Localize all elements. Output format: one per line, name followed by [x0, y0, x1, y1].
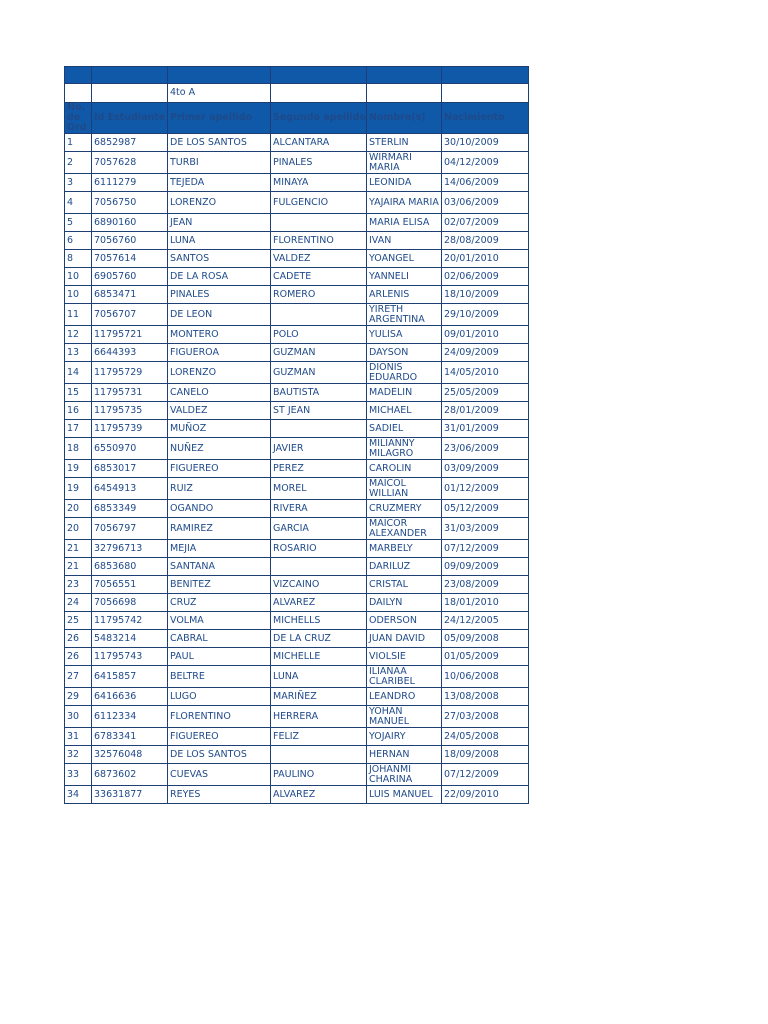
- cell-ord: 1: [65, 134, 92, 152]
- table-row: [65, 576, 529, 594]
- cell-ord: 26: [65, 648, 92, 666]
- cell-birth: 03/06/2009: [442, 192, 529, 214]
- cell-second-surname: VIZCAINO: [271, 576, 367, 594]
- cell-first-surname: FIGUEREO: [168, 460, 271, 478]
- cell-ord: 24: [65, 594, 92, 612]
- cell-first-surname: MUÑOZ: [168, 420, 271, 438]
- cell-second-surname: [271, 304, 367, 326]
- cell-id: 6852987: [92, 134, 168, 152]
- cell-names: LEANDRO: [367, 688, 442, 706]
- cell-second-surname: GUZMAN: [271, 344, 367, 362]
- cell-second-surname: [271, 558, 367, 576]
- cell-id: 6853471: [92, 286, 168, 304]
- cell-ord: 5: [65, 214, 92, 232]
- cell-names: CRISTAL: [367, 576, 442, 594]
- cell-id: 6415857: [92, 666, 168, 688]
- cell-names: MADELIN: [367, 384, 442, 402]
- cell-first-surname: CABRAL: [168, 630, 271, 648]
- cell-ord: 17: [65, 420, 92, 438]
- cell-id: 11795735: [92, 402, 168, 420]
- cell-ord: 31: [65, 728, 92, 746]
- cell-second-surname: RIVERA: [271, 500, 367, 518]
- cell-id: 11795731: [92, 384, 168, 402]
- table-row: [65, 706, 529, 728]
- cell-names: SADIEL: [367, 420, 442, 438]
- cell-id: 6853680: [92, 558, 168, 576]
- cell-names: LEONIDA: [367, 174, 442, 192]
- table-row: [65, 420, 529, 438]
- cell-id: 6783341: [92, 728, 168, 746]
- cell-id: 7056707: [92, 304, 168, 326]
- cell-birth: 24/05/2008: [442, 728, 529, 746]
- table-row: [65, 286, 529, 304]
- table-row: [65, 344, 529, 362]
- cell-second-surname: ALCANTARA: [271, 134, 367, 152]
- cell-id: 6111279: [92, 174, 168, 192]
- cell-first-surname: LUNA: [168, 232, 271, 250]
- cell-ord: 27: [65, 666, 92, 688]
- cell-first-surname: CANELO: [168, 384, 271, 402]
- cell-ord: 4: [65, 192, 92, 214]
- cell-birth: 10/06/2008: [442, 666, 529, 688]
- cell-id: 7057628: [92, 152, 168, 174]
- cell-first-surname: OGANDO: [168, 500, 271, 518]
- cell-second-surname: ALVAREZ: [271, 786, 367, 804]
- cell-ord: 26: [65, 630, 92, 648]
- cell-names: STERLIN: [367, 134, 442, 152]
- cell-id: 11795743: [92, 648, 168, 666]
- cell-second-surname: [271, 420, 367, 438]
- cell-first-surname: NUÑEZ: [168, 438, 271, 460]
- cell-second-surname: MOREL: [271, 478, 367, 500]
- table-row: [65, 630, 529, 648]
- cell-names: YULISA: [367, 326, 442, 344]
- cell-names: JOHANMI CHARINA: [367, 764, 442, 786]
- cell-names: ILIANAA CLARIBEL: [367, 666, 442, 688]
- cell-names: CRUZMERY: [367, 500, 442, 518]
- cell-birth: 24/12/2005: [442, 612, 529, 630]
- cell-id: 11795721: [92, 326, 168, 344]
- cell-names: MAICOR ALEXANDER: [367, 518, 442, 540]
- cell-id: 7056698: [92, 594, 168, 612]
- cell-birth: 29/10/2009: [442, 304, 529, 326]
- cell-second-surname: MICHELLE: [271, 648, 367, 666]
- cell-id: 6853349: [92, 500, 168, 518]
- cell-names: MICHAEL: [367, 402, 442, 420]
- cell-id: 6890160: [92, 214, 168, 232]
- cell-ord: 11: [65, 304, 92, 326]
- cell-second-surname: ROSARIO: [271, 540, 367, 558]
- cell-birth: 01/12/2009: [442, 478, 529, 500]
- table-row: [65, 728, 529, 746]
- cell-second-surname: MINAYA: [271, 174, 367, 192]
- cell-birth: 30/10/2009: [442, 134, 529, 152]
- cell-ord: 19: [65, 478, 92, 500]
- cell-second-surname: JAVIER: [271, 438, 367, 460]
- cell-first-surname: DE LOS SANTOS: [168, 134, 271, 152]
- cell-birth: 23/08/2009: [442, 576, 529, 594]
- cell-birth: 14/06/2009: [442, 174, 529, 192]
- cell-names: ODERSON: [367, 612, 442, 630]
- table-row: [65, 232, 529, 250]
- cell-id: 7056750: [92, 192, 168, 214]
- cell-birth: 01/05/2009: [442, 648, 529, 666]
- table-row: [65, 438, 529, 460]
- table-row: [65, 362, 529, 384]
- cell-first-surname: BELTRE: [168, 666, 271, 688]
- cell-ord: 20: [65, 500, 92, 518]
- cell-second-surname: ROMERO: [271, 286, 367, 304]
- top-color-bar: [65, 67, 529, 84]
- cell-id: 6550970: [92, 438, 168, 460]
- cell-birth: 14/05/2010: [442, 362, 529, 384]
- cell-ord: 2: [65, 152, 92, 174]
- cell-birth: 31/03/2009: [442, 518, 529, 540]
- table-row: [65, 250, 529, 268]
- cell-first-surname: TEJEDA: [168, 174, 271, 192]
- cell-id: 7056760: [92, 232, 168, 250]
- cell-id: 32576048: [92, 746, 168, 764]
- cell-birth: 13/08/2008: [442, 688, 529, 706]
- cell-second-surname: DE LA CRUZ: [271, 630, 367, 648]
- cell-names: HERNAN: [367, 746, 442, 764]
- cell-ord: 8: [65, 250, 92, 268]
- cell-first-surname: MEJIA: [168, 540, 271, 558]
- cell-ord: 14: [65, 362, 92, 384]
- cell-names: LUIS MANUEL: [367, 786, 442, 804]
- cell-first-surname: RAMIREZ: [168, 518, 271, 540]
- cell-names: YOANGEL: [367, 250, 442, 268]
- cell-names: IVAN: [367, 232, 442, 250]
- table-row: [65, 666, 529, 688]
- cell-names: YAJAIRA MARIA: [367, 192, 442, 214]
- table-row: [65, 268, 529, 286]
- cell-second-surname: GARCIA: [271, 518, 367, 540]
- cell-second-surname: PAULINO: [271, 764, 367, 786]
- cell-names: ARLENIS: [367, 286, 442, 304]
- cell-birth: 09/01/2010: [442, 326, 529, 344]
- cell-id: 6454913: [92, 478, 168, 500]
- cell-first-surname: SANTOS: [168, 250, 271, 268]
- cell-names: YIRETH ARGENTINA: [367, 304, 442, 326]
- cell-second-surname: POLO: [271, 326, 367, 344]
- cell-birth: 24/09/2009: [442, 344, 529, 362]
- cell-second-surname: GUZMAN: [271, 362, 367, 384]
- cell-first-surname: CRUZ: [168, 594, 271, 612]
- table-row: [65, 746, 529, 764]
- table-row: [65, 558, 529, 576]
- cell-birth: 03/09/2009: [442, 460, 529, 478]
- cell-names: VIOLSIE: [367, 648, 442, 666]
- title-row: [65, 84, 529, 103]
- cell-id: 11795739: [92, 420, 168, 438]
- cell-first-surname: RUIZ: [168, 478, 271, 500]
- cell-birth: 27/03/2008: [442, 706, 529, 728]
- cell-first-surname: REYES: [168, 786, 271, 804]
- table-row: [65, 612, 529, 630]
- cell-names: YOJAIRY: [367, 728, 442, 746]
- cell-ord: 10: [65, 286, 92, 304]
- cell-ord: 23: [65, 576, 92, 594]
- table-row: [65, 384, 529, 402]
- cell-names: DAYSON: [367, 344, 442, 362]
- cell-names: YOHAN MANUEL: [367, 706, 442, 728]
- cell-ord: 33: [65, 764, 92, 786]
- cell-id: 7057614: [92, 250, 168, 268]
- cell-birth: 18/10/2009: [442, 286, 529, 304]
- cell-ord: 6: [65, 232, 92, 250]
- cell-ord: 34: [65, 786, 92, 804]
- cell-ord: 18: [65, 438, 92, 460]
- cell-first-surname: BENITEZ: [168, 576, 271, 594]
- cell-birth: 05/09/2008: [442, 630, 529, 648]
- cell-id: 6644393: [92, 344, 168, 362]
- cell-names: WIRMARI MARIA: [367, 152, 442, 174]
- cell-first-surname: MONTERO: [168, 326, 271, 344]
- cell-id: 32796713: [92, 540, 168, 558]
- cell-ord: 29: [65, 688, 92, 706]
- cell-id: 7056551: [92, 576, 168, 594]
- cell-ord: 13: [65, 344, 92, 362]
- student-list-table: [64, 66, 529, 804]
- cell-second-surname: ST JEAN: [271, 402, 367, 420]
- table-body: [65, 67, 529, 804]
- table-row: [65, 594, 529, 612]
- table-row: [65, 648, 529, 666]
- table-row: [65, 152, 529, 174]
- cell-second-surname: FULGENCIO: [271, 192, 367, 214]
- cell-id: 33631877: [92, 786, 168, 804]
- cell-birth: 04/12/2009: [442, 152, 529, 174]
- cell-first-surname: FLORENTINO: [168, 706, 271, 728]
- cell-second-surname: LUNA: [271, 666, 367, 688]
- cell-first-surname: LORENZO: [168, 362, 271, 384]
- cell-ord: 21: [65, 540, 92, 558]
- cell-birth: 02/07/2009: [442, 214, 529, 232]
- cell-first-surname: VALDEZ: [168, 402, 271, 420]
- table-row: [65, 786, 529, 804]
- cell-id: 6112334: [92, 706, 168, 728]
- cell-first-surname: FIGUEREO: [168, 728, 271, 746]
- cell-second-surname: [271, 746, 367, 764]
- table-row: [65, 540, 529, 558]
- cell-names: CAROLIN: [367, 460, 442, 478]
- cell-first-surname: LUGO: [168, 688, 271, 706]
- cell-first-surname: CUEVAS: [168, 764, 271, 786]
- cell-ord: 12: [65, 326, 92, 344]
- table-row: [65, 134, 529, 152]
- table-row: [65, 500, 529, 518]
- cell-first-surname: TURBI: [168, 152, 271, 174]
- table-row: [65, 214, 529, 232]
- cell-id: 5483214: [92, 630, 168, 648]
- cell-names: DARILUZ: [367, 558, 442, 576]
- cell-second-surname: CADETE: [271, 268, 367, 286]
- cell-id: 6416636: [92, 688, 168, 706]
- cell-ord: 10: [65, 268, 92, 286]
- cell-first-surname: PAUL: [168, 648, 271, 666]
- cell-birth: 20/01/2010: [442, 250, 529, 268]
- cell-birth: 22/09/2010: [442, 786, 529, 804]
- cell-birth: 07/12/2009: [442, 764, 529, 786]
- cell-ord: 21: [65, 558, 92, 576]
- cell-ord: 25: [65, 612, 92, 630]
- cell-first-surname: FIGUEROA: [168, 344, 271, 362]
- cell-second-surname: FELIZ: [271, 728, 367, 746]
- cell-names: DIONIS EDUARDO: [367, 362, 442, 384]
- table-row: [65, 764, 529, 786]
- header-id: Id Estudiante: [92, 103, 168, 134]
- cell-second-surname: HERRERA: [271, 706, 367, 728]
- cell-id: 7056797: [92, 518, 168, 540]
- table-row: [65, 460, 529, 478]
- cell-id: 6905760: [92, 268, 168, 286]
- cell-birth: 31/01/2009: [442, 420, 529, 438]
- cell-ord: 16: [65, 402, 92, 420]
- cell-birth: 07/12/2009: [442, 540, 529, 558]
- cell-second-surname: BAUTISTA: [271, 384, 367, 402]
- table-row: [65, 518, 529, 540]
- cell-ord: 32: [65, 746, 92, 764]
- cell-birth: 18/09/2008: [442, 746, 529, 764]
- cell-id: 11795742: [92, 612, 168, 630]
- cell-second-surname: PINALES: [271, 152, 367, 174]
- table-row: [65, 478, 529, 500]
- cell-names: DAILYN: [367, 594, 442, 612]
- cell-first-surname: DE LA ROSA: [168, 268, 271, 286]
- cell-first-surname: LORENZO: [168, 192, 271, 214]
- header-birth: Nacimiento: [442, 103, 529, 134]
- cell-second-surname: MARIÑEZ: [271, 688, 367, 706]
- table-row: [65, 326, 529, 344]
- cell-names: MARIA ELISA: [367, 214, 442, 232]
- cell-birth: 28/01/2009: [442, 402, 529, 420]
- cell-id: 6853017: [92, 460, 168, 478]
- cell-ord: 20: [65, 518, 92, 540]
- cell-first-surname: SANTANA: [168, 558, 271, 576]
- cell-id: 11795729: [92, 362, 168, 384]
- cell-first-surname: VOLMA: [168, 612, 271, 630]
- cell-second-surname: [271, 214, 367, 232]
- cell-birth: 05/12/2009: [442, 500, 529, 518]
- cell-birth: 02/06/2009: [442, 268, 529, 286]
- cell-ord: 30: [65, 706, 92, 728]
- table-row: [65, 174, 529, 192]
- cell-names: JUAN DAVID: [367, 630, 442, 648]
- cell-birth: 18/01/2010: [442, 594, 529, 612]
- cell-first-surname: PINALES: [168, 286, 271, 304]
- cell-first-surname: DE LEON: [168, 304, 271, 326]
- cell-id: 6873602: [92, 764, 168, 786]
- cell-birth: 28/08/2009: [442, 232, 529, 250]
- cell-ord: 19: [65, 460, 92, 478]
- cell-ord: 3: [65, 174, 92, 192]
- cell-ord: 15: [65, 384, 92, 402]
- cell-second-surname: PEREZ: [271, 460, 367, 478]
- cell-second-surname: MICHELLS: [271, 612, 367, 630]
- cell-second-surname: ALVAREZ: [271, 594, 367, 612]
- header-second-surname: Segundo apellido: [271, 103, 367, 134]
- cell-second-surname: FLORENTINO: [271, 232, 367, 250]
- cell-names: MARBELY: [367, 540, 442, 558]
- cell-names: MAICOL WILLIAN: [367, 478, 442, 500]
- sheet-title: 4to A: [168, 84, 271, 103]
- cell-names: MILIANNY MILAGRO: [367, 438, 442, 460]
- table-row: [65, 402, 529, 420]
- cell-birth: 23/06/2009: [442, 438, 529, 460]
- cell-birth: 09/09/2009: [442, 558, 529, 576]
- cell-first-surname: DE LOS SANTOS: [168, 746, 271, 764]
- cell-second-surname: VALDEZ: [271, 250, 367, 268]
- table-row: [65, 304, 529, 326]
- header-row: [65, 103, 529, 134]
- table-row: [65, 192, 529, 214]
- cell-first-surname: JEAN: [168, 214, 271, 232]
- header-names: Nombre(s): [367, 103, 442, 134]
- header-first-surname: Primer apellido: [168, 103, 271, 134]
- table-row: [65, 688, 529, 706]
- cell-names: YANNELI: [367, 268, 442, 286]
- header-ord: No. de Ord: [65, 103, 92, 134]
- cell-birth: 25/05/2009: [442, 384, 529, 402]
